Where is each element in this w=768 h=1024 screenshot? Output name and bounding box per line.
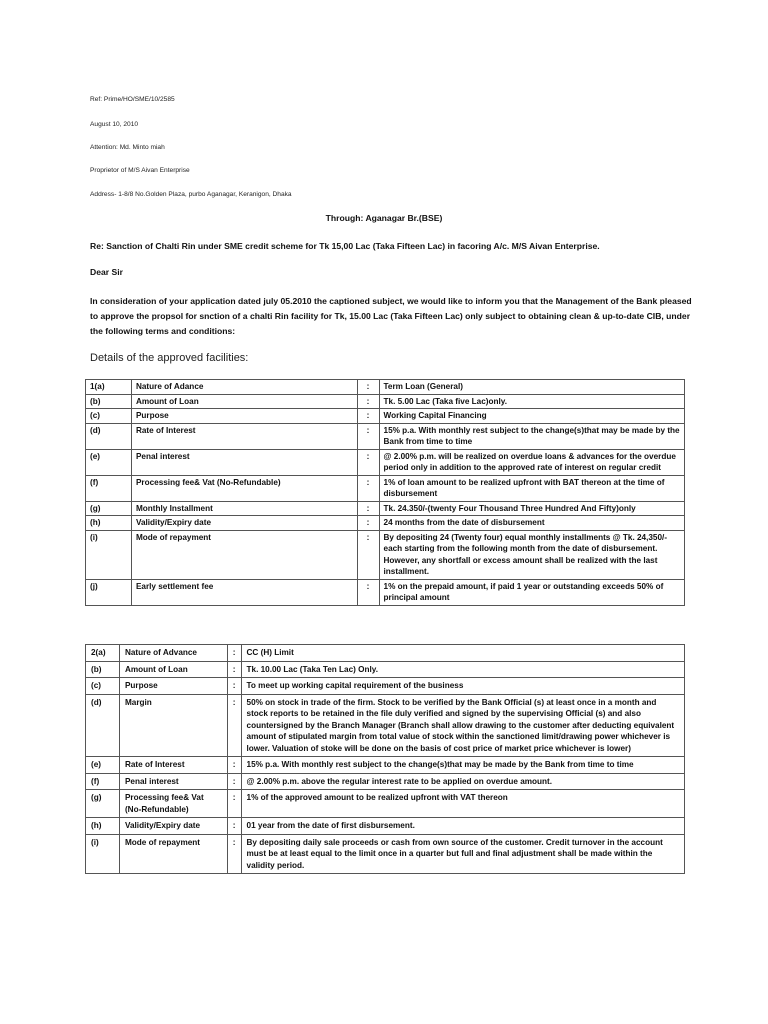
table-row: [86, 694, 685, 757]
row-value: To meet up working capital requirement of the business: [241, 678, 684, 695]
row-number: (h): [86, 818, 120, 835]
row-value: 1% on the prepaid amount, if paid 1 year or outstanding exceeds 50% of principal amount: [379, 579, 684, 605]
row-colon: :: [357, 579, 379, 605]
row-number: (e): [86, 449, 132, 475]
row-number: (i): [86, 530, 132, 579]
row-number: 1(a): [86, 380, 132, 395]
table-row: [86, 818, 685, 835]
row-label: Rate of Interest: [119, 757, 227, 774]
row-value: CC (H) Limit: [241, 645, 684, 662]
row-colon: :: [357, 530, 379, 579]
row-value: @ 2.00% p.m. will be realized on overdue loans & advances for the overdue period only in addition to the approved rate of interest on regular credit: [379, 449, 684, 475]
row-value: 1% of the approved amount to be realized upfront with VAT thereon: [241, 790, 684, 818]
reference-number: Ref: Prime/HO/SME/10/2585: [90, 96, 175, 103]
table-row: [86, 757, 685, 774]
row-colon: :: [357, 449, 379, 475]
row-value: Tk. 10.00 Lac (Taka Ten Lac) Only.: [241, 661, 684, 678]
row-label: Rate of Interest: [131, 423, 357, 449]
row-label: Validity/Expiry date: [131, 516, 357, 531]
table-row: [86, 380, 685, 395]
row-colon: :: [357, 475, 379, 501]
cc-limit-table: [85, 644, 685, 874]
row-colon: :: [357, 409, 379, 424]
table-row: [86, 501, 685, 516]
row-label: Purpose: [131, 409, 357, 424]
table-row: [86, 661, 685, 678]
row-colon: :: [227, 678, 241, 695]
row-label: Penal interest: [131, 449, 357, 475]
row-value: @ 2.00% p.m. above the regular interest rate to be applied on overdue amount.: [241, 773, 684, 790]
row-label: Amount of Loan: [119, 661, 227, 678]
row-colon: :: [227, 818, 241, 835]
salutation: Dear Sir: [90, 267, 123, 277]
row-value: Tk. 5.00 Lac (Taka five Lac)only.: [379, 394, 684, 409]
body-paragraph: In consideration of your application dated july 05.2010 the captioned subject, we would like to inform you that the Management of the Bank pleased to approve the propsol for snction of a chalti Rin facility for Tk, 15.00 Lac (Taka Fifteen Lac) only subject to obtaining clean & up-to-date CIB, under the following terms and conditions:: [90, 296, 692, 336]
row-number: (c): [86, 678, 120, 695]
row-value: 50% on stock in trade of the firm. Stock to be verified by the Bank Official (s) at least once in a month and stock reports to be retained in the file duly verified and signed by the supervising Official (s) and also countersigned by the Branch Manager (Branch shall allow drawing to the customer after deducting equivalent amount of stipulated margin from total value of stock within the sanctioned limit/drawing power whichever is lower. Valuation of stoke will be done on the basis of cost price of market price whichever is lower): [241, 694, 684, 757]
row-number: (h): [86, 516, 132, 531]
row-number: (g): [86, 501, 132, 516]
row-label: Monthly Installment: [131, 501, 357, 516]
table-row: [86, 678, 685, 695]
row-number: 2(a): [86, 645, 120, 662]
row-number: (g): [86, 790, 120, 818]
row-colon: :: [227, 773, 241, 790]
row-colon: :: [357, 516, 379, 531]
row-colon: :: [227, 790, 241, 818]
row-value: By depositing 24 (Twenty four) equal monthly installments @ Tk. 24,350/- each starting from the following month from the date of disbursement. However, any shortfall or excess amount shall be realized with the last installment.: [379, 530, 684, 579]
row-number: (j): [86, 579, 132, 605]
row-number: (f): [86, 773, 120, 790]
row-number: (c): [86, 409, 132, 424]
row-label: Validity/Expiry date: [119, 818, 227, 835]
row-label: Mode of repayment: [119, 834, 227, 874]
table-row: [86, 790, 685, 818]
row-label: Margin: [119, 694, 227, 757]
row-colon: :: [357, 501, 379, 516]
row-number: (f): [86, 475, 132, 501]
row-value: 24 months from the date of disbursement: [379, 516, 684, 531]
row-number: (d): [86, 694, 120, 757]
row-number: (e): [86, 757, 120, 774]
row-colon: :: [227, 645, 241, 662]
row-value: 15% p.a. With monthly rest subject to the change(s)that may be made by the Bank from time to time: [379, 423, 684, 449]
row-number: (b): [86, 394, 132, 409]
address-line: Address- 1-8/8 No.Golden Plaza, purbo Aganagar, Keranigon, Dhaka: [90, 191, 292, 198]
row-colon: :: [357, 394, 379, 409]
attention-line: Attention: Md. Minto miah: [90, 144, 165, 151]
row-label: Nature of Adance: [131, 380, 357, 395]
row-label: Early settlement fee: [131, 579, 357, 605]
row-value: 15% p.a. With monthly rest subject to the change(s)that may be made by the Bank from time to time: [241, 757, 684, 774]
table-row: [86, 579, 685, 605]
table-row: [86, 530, 685, 579]
proprietor-line: Proprietor of M/S Aivan Enterprise: [90, 167, 190, 174]
table-row: [86, 475, 685, 501]
row-number: (d): [86, 423, 132, 449]
table-row: [86, 645, 685, 662]
row-value: Tk. 24.350/-(twenty Four Thousand Three Hundred And Fifty)only: [379, 501, 684, 516]
row-label: Penal interest: [119, 773, 227, 790]
row-label: Processing fee& Vat (No-Refundable): [131, 475, 357, 501]
row-colon: :: [227, 834, 241, 874]
row-colon: :: [227, 694, 241, 757]
row-colon: :: [357, 380, 379, 395]
table-row: [86, 516, 685, 531]
row-value: 1% of loan amount to be realized upfront with BAT thereon at the time of disbursement: [379, 475, 684, 501]
row-value: By depositing daily sale proceeds or cash from own source of the customer. Credit turnover in the account must be at least equal to the limit once in a quarter but full and final adjustment shall be made within the validity period.: [241, 834, 684, 874]
row-number: (b): [86, 661, 120, 678]
table-row: [86, 394, 685, 409]
row-number: (i): [86, 834, 120, 874]
row-value: 01 year from the date of first disbursement.: [241, 818, 684, 835]
table-row: [86, 423, 685, 449]
row-label: Mode of repayment: [131, 530, 357, 579]
table-row: [86, 773, 685, 790]
details-heading: Details of the approved facilities:: [90, 352, 249, 364]
table-row: [86, 449, 685, 475]
row-label: Processing fee& Vat (No-Refundable): [119, 790, 227, 818]
row-colon: :: [227, 757, 241, 774]
row-label: Amount of Loan: [131, 394, 357, 409]
row-label: Purpose: [119, 678, 227, 695]
through-line: Through: Aganagar Br.(BSE): [325, 213, 443, 223]
term-loan-table: [85, 379, 685, 606]
row-colon: :: [227, 661, 241, 678]
table-row: [86, 409, 685, 424]
row-value: Term Loan (General): [379, 380, 684, 395]
row-colon: :: [357, 423, 379, 449]
row-value: Working Capital Financing: [379, 409, 684, 424]
subject-line: Re: Sanction of Chalti Rin under SME credit scheme for Tk 15,00 Lac (Taka Fifteen Lac) in facoring A/c. M/S Aivan Enterprise.: [90, 241, 600, 251]
row-label: Nature of Advance: [119, 645, 227, 662]
table-row: [86, 834, 685, 874]
letter-date: August 10, 2010: [90, 121, 139, 128]
